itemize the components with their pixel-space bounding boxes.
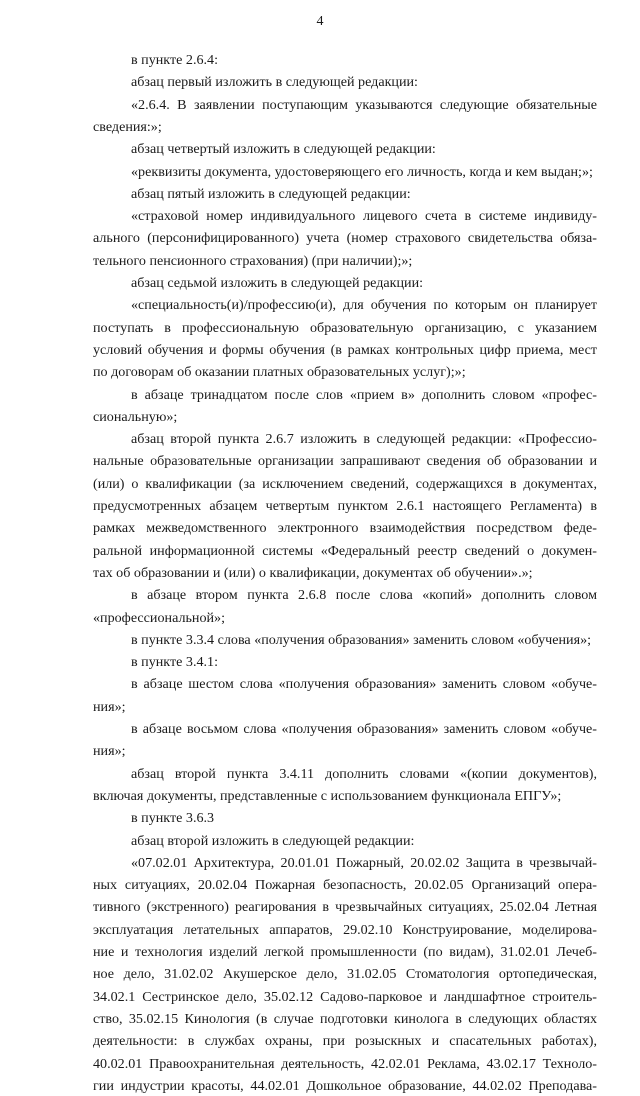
text-line: «2.6.4. В заявлении поступающим указываются следующие обязательные: [131, 96, 597, 113]
text-line: абзац пятый изложить в следующей редакции:: [131, 185, 411, 202]
text-line: нальные образовательные организации запрашивают сведения об образовании и: [93, 453, 597, 470]
text-line: ального (персонифицированного) учета (номер страхового свидетельства обяза-: [93, 230, 597, 247]
text-line: эксплуатация летательных аппаратов, 29.02.10 Конструирование, моделирова-: [93, 921, 597, 938]
text-line: в пункте 3.4.1:: [131, 654, 219, 671]
text-line: 34.02.1 Сестринское дело, 35.02.12 Садово-парковое и ландшафтное строитель-: [93, 988, 597, 1005]
text-line: абзац второй пункта 2.6.7 изложить в следующей редакции: «Профессио-: [131, 431, 597, 448]
text-line: поступать в профессиональную образовательную организацию, с указанием: [93, 319, 597, 336]
text-line: тивного (экстренного) реагирования в чрезвычайных ситуациях, 25.02.04 Летная: [93, 899, 597, 916]
text-line: в пункте 3.6.3: [131, 810, 215, 827]
text-line: абзац седьмой изложить в следующей редакции:: [131, 275, 424, 291]
text-line: тельного пенсионного страхования) (при наличии);»;: [93, 252, 413, 269]
page-number: 4: [316, 14, 324, 29]
text-line: по договорам об оказании платных образовательных услуг);»;: [93, 364, 466, 381]
text-line: условий обучения и формы обучения (в рамках контрольных цифр приема, мест: [93, 341, 597, 358]
text-line: ных ситуациях, 20.02.04 Пожарная безопасность, 20.02.05 Организаций опера-: [93, 877, 597, 894]
text-line: в абзаце шестом слова «получения образования» заменить словом «обуче-: [131, 676, 597, 693]
text-line: предусмотренных абзацем четвертым пунктом 2.6.1 настоящего Регламента) в: [93, 498, 597, 514]
text-line: 40.02.01 Правоохранительная деятельность, 42.02.01 Реклама, 43.02.17 Техноло-: [93, 1055, 597, 1072]
text-line: «07.02.01 Архитектура, 20.01.01 Пожарный, 20.02.02 Защита в чрезвычай-: [131, 854, 597, 871]
text-line: в пункте 3.3.4 слова «получения образования» заменить словом «обучения»;: [131, 631, 592, 648]
text-line: абзац четвертый изложить в следующей редакции:: [131, 141, 436, 158]
text-line: включая документы, представленные с использованием функционала ЕПГУ»;: [93, 787, 562, 804]
text-line: «реквизиты документа, удостоверяющего его личность, когда и кем выдан;»;: [131, 163, 593, 180]
text-line: гии индустрии красоты, 44.02.01 Дошкольное образование, 44.02.02 Преподава-: [93, 1077, 597, 1094]
text-line: ральной информационной системы «Федеральный реестр сведений о докумен-: [93, 542, 597, 559]
text-line: деятельности: в службах охраны, при розыскных и спасательных работах),: [93, 1033, 597, 1050]
text-line: ство, 35.02.15 Кинология (в случае подготовки кинолога в следующих областях: [93, 1010, 597, 1027]
text-line: рамках межведомственного электронного взаимодействия посредством феде-: [93, 520, 597, 537]
text-line: «страховой номер индивидуального лицевого счета в системе индивиду-: [131, 208, 597, 225]
text-line: сиональную»;: [93, 408, 178, 425]
text-line: в пункте 2.6.4:: [131, 52, 219, 68]
text-line: ния»;: [93, 743, 126, 760]
text-line: в абзаце втором пункта 2.6.8 после слова «копий» дополнить словом: [131, 587, 597, 604]
text-line: в абзаце восьмом слова «получения образования» заменить словом «обуче-: [131, 721, 597, 737]
text-line: «профессиональной»;: [93, 609, 225, 626]
text-line: в абзаце тринадцатом после слов «прием в» дополнить словом «профес-: [131, 386, 597, 403]
text-line: абзац второй пункта 3.4.11 дополнить словами «(копии документов),: [131, 765, 597, 782]
text-line: ния»;: [93, 698, 126, 715]
text-line: ние и технология изделий легкой промышленности (по видам), 31.02.01 Лечеб-: [93, 944, 597, 960]
text-line: (или) о квалификации (за исключением сведений, содержащихся в документах,: [93, 475, 597, 492]
text-line: абзац второй изложить в следующей редакции:: [131, 832, 415, 849]
text-line: тах об образовании и (или) о квалификации, документах об обучении».»;: [93, 564, 533, 581]
text-line: ное дело, 31.02.02 Акушерское дело, 31.02.05 Стоматология ортопедическая,: [93, 966, 597, 983]
text-line: абзац первый изложить в следующей редакции:: [131, 74, 418, 91]
text-line: сведения:»;: [93, 118, 162, 135]
text-line: «специальность(и)/профессию(и), для обучения по которым он планирует: [131, 297, 597, 314]
